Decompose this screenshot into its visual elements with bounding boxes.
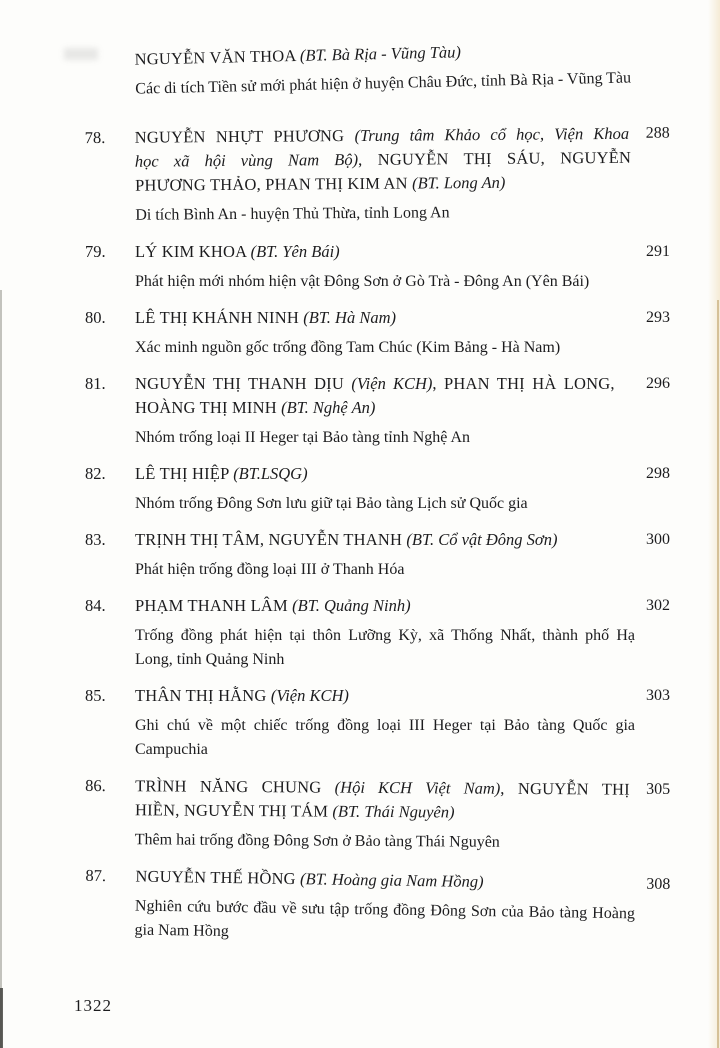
entry-number: 81. <box>85 374 106 393</box>
entry-affiliation: (Trung tâm Khảo cổ học, Viện Khoa <box>354 123 630 145</box>
entry-affiliation: (BT. Long An) <box>411 172 506 193</box>
entry-title: Trống đồng phát hiện tại thôn Lưỡng Kỳ, xã Thống Nhất, thành phố Hạ Long, tỉnh Quảng Ninh <box>135 627 635 668</box>
entry-authors <box>135 372 635 420</box>
entry-author-name: PHẠM THANH LÂM <box>135 596 293 615</box>
toc-entry <box>0 594 720 672</box>
entry-author-line <box>134 36 634 71</box>
entry-authors <box>135 306 635 330</box>
entry-affiliation: (Hội KCH Việt Nam) <box>334 777 501 798</box>
entry-authors <box>135 240 635 264</box>
entry-author-name: TRỊNH THỊ TÂM, NGUYỄN THANH <box>135 530 407 549</box>
entry-affiliation: (BT. Quảng Ninh) <box>292 596 411 615</box>
entry-author-line <box>135 684 635 708</box>
entry-page-number: 288 <box>645 124 670 142</box>
entry-body <box>135 528 635 582</box>
entry-authors <box>135 865 635 897</box>
entry-title: Nhóm trống loại II Heger tại Bảo tàng tỉnh Nghệ An <box>135 429 471 446</box>
entry-author-name: LÊ THỊ KHÁNH NINH <box>135 308 304 327</box>
entry-number: 79. <box>85 242 106 261</box>
entry-author-name: NGUYỄN NHỰT PHƯƠNG <box>134 125 355 147</box>
entry-number: 84. <box>85 596 106 615</box>
entry-title: Thêm hai trống đồng Đông Sơn ở Bảo tàng Thái Nguyên <box>134 831 500 851</box>
entry-author-line <box>135 798 635 825</box>
entry-body <box>134 865 635 951</box>
entry-number: 80. <box>85 308 106 327</box>
entry-authors <box>135 684 635 708</box>
entry-page-number: 305 <box>646 780 671 798</box>
entry-affiliation: học xã hội vùng Nam Bộ) <box>134 149 359 171</box>
entry-page-number: 308 <box>646 875 671 893</box>
entry-author-name: NGUYỄN THỊ THANH DỊU <box>135 374 352 393</box>
toc-entry <box>0 306 720 360</box>
entry-body <box>135 462 635 516</box>
entry-body <box>135 372 635 450</box>
entry-author-name: LÊ THỊ HIỆP <box>135 464 234 483</box>
toc-entries <box>0 42 720 954</box>
entry-author-line <box>135 240 635 264</box>
entry-author-line <box>135 594 635 618</box>
toc-entry <box>0 528 720 582</box>
entry-body <box>135 594 635 672</box>
toc-entry <box>0 462 720 516</box>
entry-page-number: 303 <box>646 687 670 704</box>
entry-page-number: 298 <box>646 465 670 482</box>
entry-authors <box>135 122 636 198</box>
book-page-number: 1322 <box>74 996 112 1015</box>
entry-affiliation: (Viện KCH) <box>270 686 349 705</box>
entry-title: Phát hiện trống đồng loại III ở Thanh Hóa <box>135 561 405 578</box>
entry-affiliation: (BT.LSQG) <box>233 464 308 483</box>
entry-author-name: THÂN THỊ HẰNG <box>135 686 271 705</box>
entry-authors <box>135 594 635 618</box>
entry-number: 78. <box>84 127 106 148</box>
entry-title: Xác minh nguồn gốc trống đồng Tam Chúc (Kim Bảng - Hà Nam) <box>135 339 561 356</box>
entry-author-name: PHƯƠNG THẢO, PHAN THỊ KIM AN <box>134 173 413 195</box>
entry-title: Ghi chú về một chiếc trống đồng loại III Heger tại Bảo tàng Quốc gia Campuchia <box>135 717 635 758</box>
entry-body <box>135 122 636 228</box>
entry-author-name: , NGUYỄN THỊ <box>500 778 630 799</box>
entry-body <box>135 684 635 762</box>
entry-authors <box>134 36 634 71</box>
entry-title: Các di tích Tiền sử mới phát hiện ở huyện Châu Đức, tỉnh Bà Rịa - Vũng Tàu <box>135 69 632 98</box>
entry-title: Nhóm trống Đông Sơn lưu giữ tại Bảo tàng Lịch sử Quốc gia <box>135 495 528 512</box>
scan-left-edge-dark-mark <box>0 988 3 1048</box>
toc-entry <box>0 684 720 762</box>
toc-entry <box>0 862 720 951</box>
entry-number: 87. <box>85 865 107 886</box>
toc-entry <box>0 240 720 294</box>
entry-author-line <box>135 396 635 420</box>
entry-author-line <box>135 774 635 801</box>
entry-number: 85. <box>85 686 106 705</box>
entry-author-name: , NGUYỄN THỊ SÁU, NGUYỄN <box>357 147 632 169</box>
entry-authors <box>135 528 635 552</box>
entry-author-line <box>135 306 635 330</box>
entry-affiliation: (BT. Hoàng gia Nam Hồng) <box>299 869 484 892</box>
entry-title: Nghiên cứu bước đầu về sưu tập trống đồng Đông Sơn của Bảo tàng Hoàng gia Nam Hồng <box>134 897 636 941</box>
entry-author-name: NGUYỄN VĂN THOA <box>134 45 301 69</box>
entry-affiliation: (Viện KCH) <box>351 374 433 393</box>
entry-author-name: HOÀNG THỊ MINH <box>135 398 282 417</box>
entry-number: 83. <box>85 530 106 549</box>
entry-body <box>135 240 635 294</box>
entry-authors <box>135 774 635 825</box>
entry-author-name: TRÌNH NĂNG CHUNG <box>135 776 335 797</box>
entry-number: 86. <box>85 775 106 796</box>
entry-body <box>135 306 635 360</box>
entry-affiliation: (BT. Thái Nguyên) <box>332 801 455 822</box>
entry-page-number: 296 <box>646 375 670 392</box>
entry-author-name: , PHAN THỊ HÀ LONG, <box>432 374 615 393</box>
entry-author-line <box>135 528 635 552</box>
toc-entry <box>0 121 720 229</box>
entry-body <box>135 774 636 855</box>
entry-author-line <box>135 372 635 396</box>
entry-affiliation: (BT. Cổ vật Đông Sơn) <box>406 530 558 549</box>
entry-page-number: 293 <box>646 309 670 326</box>
entry-number <box>84 48 135 103</box>
toc-entry <box>0 34 720 104</box>
entry-title: Di tích Bình An - huyện Thủ Thừa, tỉnh Long An <box>135 204 450 224</box>
entry-affiliation: (BT. Yên Bái) <box>250 242 340 261</box>
entry-body <box>134 36 635 101</box>
entry-author-line <box>135 462 635 486</box>
entry-author-line <box>135 146 635 174</box>
toc-entry <box>0 773 720 856</box>
entry-number: 82. <box>85 464 106 483</box>
entry-affiliation: (BT. Bà Rịa - Vũng Tàu) <box>299 42 462 65</box>
entry-page-number: 302 <box>646 597 670 614</box>
entry-affiliation: (BT. Hà Nam) <box>303 308 397 327</box>
entry-author-line <box>135 865 635 897</box>
entry-page-number: 300 <box>646 531 670 548</box>
toc-entry <box>0 372 720 450</box>
entry-author-name: NGUYỄN THẾ HỒNG <box>135 866 301 889</box>
entry-page-number: 291 <box>646 243 670 260</box>
entry-title: Phát hiện mới nhóm hiện vật Đông Sơn ở Gò Trà - Đông An (Yên Bái) <box>135 273 590 290</box>
entry-author-name: HIỀN, NGUYỄN THỊ TÁM <box>134 800 333 821</box>
entry-authors <box>135 462 635 486</box>
entry-affiliation: (BT. Nghệ An) <box>281 398 376 417</box>
entry-page-number <box>634 36 670 91</box>
entry-author-line <box>135 170 635 198</box>
entry-author-name: LÝ KIM KHOA <box>135 242 251 261</box>
